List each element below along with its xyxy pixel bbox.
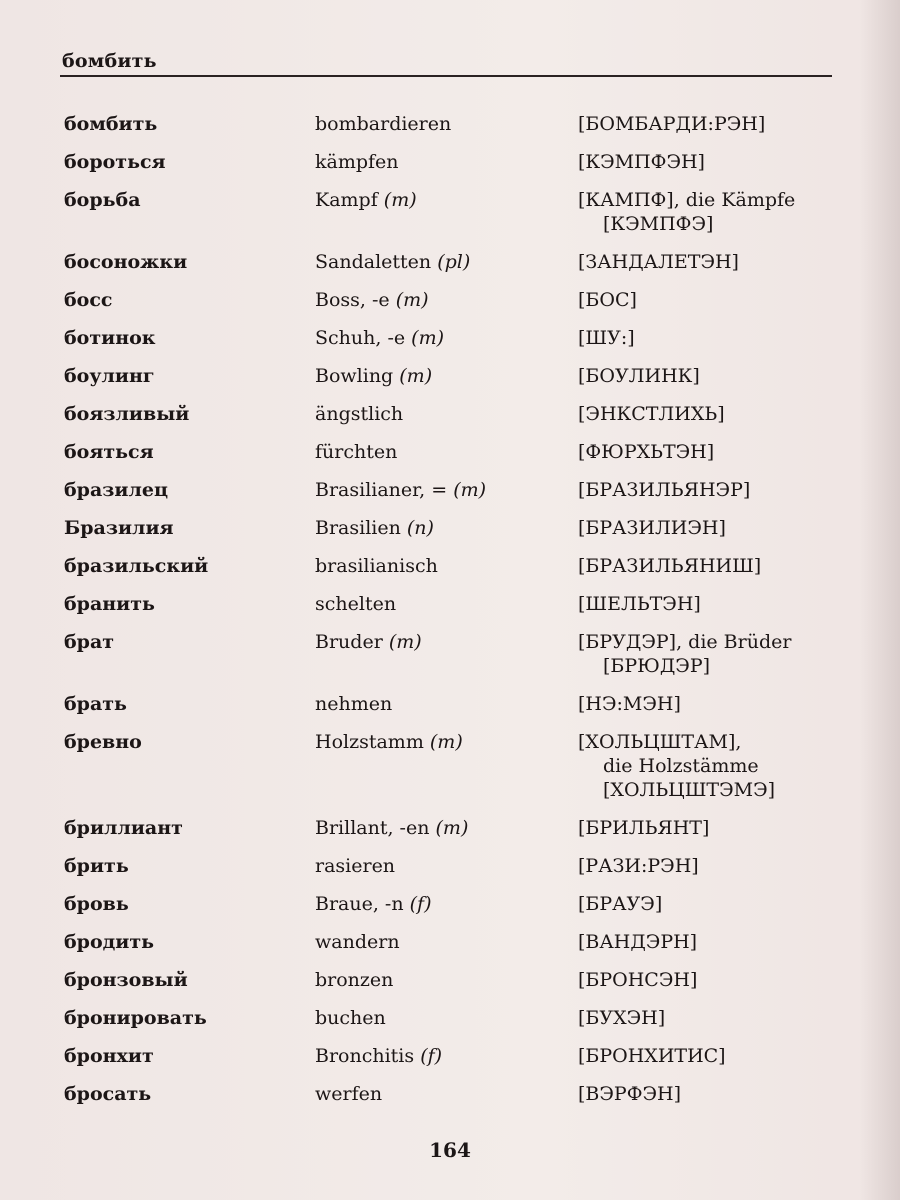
headword-russian: бронзовый bbox=[64, 969, 188, 991]
headword-russian: бороться bbox=[64, 151, 166, 173]
german-word: kämpfen bbox=[315, 151, 399, 173]
german-word: bronzen bbox=[315, 969, 394, 991]
headword-russian: бревно bbox=[64, 731, 142, 753]
german-word: rasieren bbox=[315, 855, 396, 877]
pronunciation bbox=[578, 968, 838, 992]
dictionary-entry bbox=[0, 326, 900, 364]
german-word: Brillant, -en bbox=[315, 817, 430, 839]
pronunciation bbox=[578, 516, 838, 540]
translation-german bbox=[315, 250, 470, 274]
headword-russian: босс bbox=[64, 289, 113, 311]
header-rule bbox=[60, 75, 832, 77]
gender-marker: (n) bbox=[406, 517, 434, 539]
gender-marker: (m) bbox=[388, 631, 422, 653]
dictionary-entry bbox=[0, 1006, 900, 1044]
pronunciation-line: [БРОНСЭН] bbox=[578, 969, 698, 991]
dictionary-entry bbox=[0, 478, 900, 516]
dictionary-entry bbox=[0, 250, 900, 288]
translation-german bbox=[315, 326, 444, 350]
headword-russian: босоножки bbox=[64, 251, 188, 273]
headword-russian: бомбить bbox=[64, 113, 158, 135]
dictionary-entry bbox=[0, 1082, 900, 1120]
german-word: Boss, -e bbox=[315, 289, 390, 311]
translation-german bbox=[315, 150, 399, 174]
german-word: schelten bbox=[315, 593, 397, 615]
gender-marker: (m) bbox=[411, 327, 445, 349]
pronunciation bbox=[578, 692, 838, 716]
dictionary-entry bbox=[0, 516, 900, 554]
pronunciation-line: [ВАНДЭРН] bbox=[578, 931, 698, 953]
headword-russian: бранить bbox=[64, 593, 155, 615]
dictionary-entry bbox=[0, 930, 900, 968]
translation-german bbox=[315, 440, 397, 464]
pronunciation-line: [ЭНКСТЛИХЬ] bbox=[578, 403, 725, 425]
headword-russian: бразилец bbox=[64, 479, 169, 501]
gender-marker: (f) bbox=[420, 1045, 443, 1067]
dictionary-entry bbox=[0, 440, 900, 478]
headword-russian: брить bbox=[64, 855, 129, 877]
translation-german bbox=[315, 816, 468, 840]
translation-german bbox=[315, 630, 422, 654]
translation-german bbox=[315, 478, 486, 502]
headword-russian: Бразилия bbox=[64, 517, 174, 539]
german-word: Brasilien bbox=[315, 517, 401, 539]
pronunciation bbox=[578, 326, 838, 350]
dictionary-entry bbox=[0, 112, 900, 150]
gender-marker: (m) bbox=[395, 289, 429, 311]
headword-russian: бронировать bbox=[64, 1007, 207, 1029]
headword-russian: бросать bbox=[64, 1083, 152, 1105]
translation-german bbox=[315, 892, 432, 916]
translation-german bbox=[315, 854, 395, 878]
pronunciation-line: [ХОЛЬЦШТЭМЭ] bbox=[603, 779, 776, 801]
pronunciation bbox=[578, 188, 838, 236]
german-word: brasilianisch bbox=[315, 555, 438, 577]
dictionary-entry bbox=[0, 188, 900, 250]
translation-german bbox=[315, 188, 417, 212]
pronunciation-line: [БОС] bbox=[578, 289, 637, 311]
dictionary-entry bbox=[0, 730, 900, 816]
gender-marker: (pl) bbox=[437, 251, 471, 273]
german-word: ängstlich bbox=[315, 403, 404, 425]
dictionary-entry bbox=[0, 692, 900, 730]
headword-russian: бронхит bbox=[64, 1045, 154, 1067]
german-word: Bowling bbox=[315, 365, 394, 387]
pronunciation-line: [БОУЛИНК] bbox=[578, 365, 700, 387]
translation-german bbox=[315, 364, 432, 388]
pronunciation bbox=[578, 288, 838, 312]
headword-russian: бродить bbox=[64, 931, 155, 953]
dictionary-entry bbox=[0, 554, 900, 592]
german-word: werfen bbox=[315, 1083, 383, 1105]
pronunciation bbox=[578, 478, 838, 502]
pronunciation-line: [БРАУЭ] bbox=[578, 893, 663, 915]
german-word: Schuh, -e bbox=[315, 327, 406, 349]
pronunciation bbox=[578, 630, 838, 678]
translation-german bbox=[315, 112, 451, 136]
translation-german bbox=[315, 516, 434, 540]
translation-german bbox=[315, 592, 396, 616]
headword-russian: борьба bbox=[64, 189, 141, 211]
german-word: nehmen bbox=[315, 693, 393, 715]
dictionary-entry bbox=[0, 364, 900, 402]
german-word: Bruder bbox=[315, 631, 383, 653]
pronunciation bbox=[578, 440, 838, 464]
headword-russian: брать bbox=[64, 693, 127, 715]
pronunciation-line: [КЭМПФЭ] bbox=[603, 213, 714, 235]
pronunciation bbox=[578, 816, 838, 840]
gender-marker: (m) bbox=[399, 365, 433, 387]
german-word: bombardieren bbox=[315, 113, 452, 135]
pronunciation-line: [ЗАНДАЛЕТЭН] bbox=[578, 251, 739, 273]
german-word: fürchten bbox=[315, 441, 398, 463]
pronunciation bbox=[578, 730, 838, 802]
german-word: Sandaletten bbox=[315, 251, 432, 273]
headword-russian: бояться bbox=[64, 441, 154, 463]
german-word: Braue, -n bbox=[315, 893, 404, 915]
translation-german bbox=[315, 1044, 442, 1068]
german-word: buchen bbox=[315, 1007, 386, 1029]
pronunciation bbox=[578, 1082, 838, 1106]
translation-german bbox=[315, 968, 393, 992]
headword-russian: бриллиант bbox=[64, 817, 183, 839]
translation-german bbox=[315, 1006, 386, 1030]
pronunciation bbox=[578, 364, 838, 388]
pronunciation bbox=[578, 1006, 838, 1030]
pronunciation-line: [ХОЛЬЦШТАМ], bbox=[578, 731, 742, 753]
dictionary-entry bbox=[0, 968, 900, 1006]
pronunciation-line: [БРОНХИТИС] bbox=[578, 1045, 726, 1067]
pronunciation bbox=[578, 592, 838, 616]
pronunciation-line: [БУХЭН] bbox=[578, 1007, 666, 1029]
pronunciation-line: [БРАЗИЛИЭН] bbox=[578, 517, 726, 539]
pronunciation-line: [ВЭРФЭН] bbox=[578, 1083, 681, 1105]
german-word: Holzstamm bbox=[315, 731, 424, 753]
headword-russian: бровь bbox=[64, 893, 129, 915]
headword-russian: ботинок bbox=[64, 327, 156, 349]
translation-german bbox=[315, 692, 392, 716]
gender-marker: (m) bbox=[429, 731, 463, 753]
translation-german bbox=[315, 288, 429, 312]
dictionary-entry bbox=[0, 892, 900, 930]
pronunciation-line: [КЭМПФЭН] bbox=[578, 151, 705, 173]
german-word: Brasilianer, = bbox=[315, 479, 448, 501]
pronunciation-line: [КАМПФ], die Kämpfe bbox=[578, 189, 796, 211]
page-number: 164 bbox=[429, 1138, 471, 1162]
dictionary-entry bbox=[0, 150, 900, 188]
pronunciation-line: [ШЕЛЬТЭН] bbox=[578, 593, 701, 615]
dictionary-entry bbox=[0, 630, 900, 692]
pronunciation bbox=[578, 930, 838, 954]
pronunciation bbox=[578, 402, 838, 426]
dictionary-entry bbox=[0, 816, 900, 854]
entry-list bbox=[0, 112, 900, 1120]
pronunciation bbox=[578, 150, 838, 174]
pronunciation bbox=[578, 112, 838, 136]
pronunciation bbox=[578, 554, 838, 578]
pronunciation-line: [БРАЗИЛЬЯНЭР] bbox=[578, 479, 751, 501]
dictionary-entry bbox=[0, 854, 900, 892]
german-word: wandern bbox=[315, 931, 400, 953]
pronunciation bbox=[578, 1044, 838, 1068]
dictionary-entry bbox=[0, 402, 900, 440]
pronunciation-line: [БРИЛЬЯНТ] bbox=[578, 817, 710, 839]
pronunciation-line: [РАЗИ:РЭН] bbox=[578, 855, 699, 877]
translation-german bbox=[315, 930, 400, 954]
pronunciation-line: [БРУДЭР], die Brüder bbox=[578, 631, 792, 653]
translation-german bbox=[315, 1082, 382, 1106]
pronunciation bbox=[578, 854, 838, 878]
pronunciation-line: die Holzstämme bbox=[603, 755, 759, 777]
dictionary-entry bbox=[0, 1044, 900, 1082]
headword-russian: брат bbox=[64, 631, 115, 653]
pronunciation bbox=[578, 250, 838, 274]
pronunciation-line: [ШУ:] bbox=[578, 327, 635, 349]
pronunciation-line: [ФЮРХЬТЭН] bbox=[578, 441, 715, 463]
headword-russian: боулинг bbox=[64, 365, 155, 387]
translation-german bbox=[315, 730, 463, 754]
translation-german bbox=[315, 402, 403, 426]
german-word: Kampf bbox=[315, 189, 378, 211]
german-word: Bronchitis bbox=[315, 1045, 415, 1067]
pronunciation-line: [НЭ:МЭН] bbox=[578, 693, 681, 715]
gender-marker: (m) bbox=[453, 479, 487, 501]
pronunciation-line: [БОМБАРДИ:РЭН] bbox=[578, 113, 766, 135]
running-header: бомбить bbox=[62, 50, 157, 72]
pronunciation-line: [БРЮДЭР] bbox=[603, 655, 711, 677]
gender-marker: (m) bbox=[383, 189, 417, 211]
gender-marker: (m) bbox=[435, 817, 469, 839]
dictionary-entry bbox=[0, 288, 900, 326]
gender-marker: (f) bbox=[409, 893, 432, 915]
pronunciation bbox=[578, 892, 838, 916]
pronunciation-line: [БРАЗИЛЬЯНИШ] bbox=[578, 555, 762, 577]
headword-russian: боязливый bbox=[64, 403, 190, 425]
translation-german bbox=[315, 554, 438, 578]
dictionary-entry bbox=[0, 592, 900, 630]
headword-russian: бразильский bbox=[64, 555, 209, 577]
